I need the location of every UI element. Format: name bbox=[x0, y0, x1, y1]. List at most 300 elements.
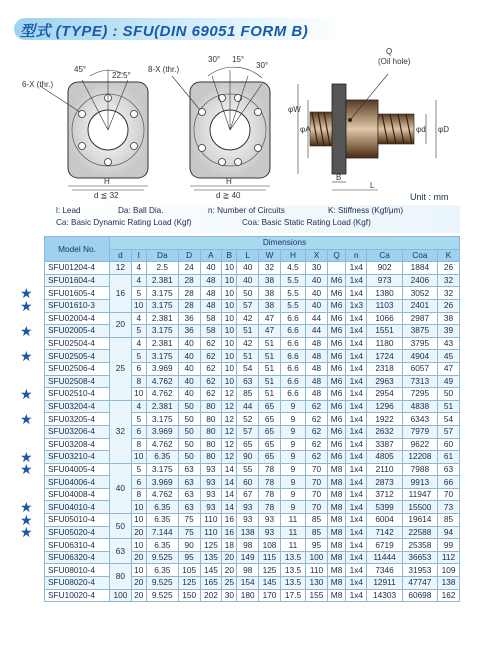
cell-b: 10 bbox=[222, 299, 237, 312]
table-body bbox=[45, 262, 460, 602]
cell-da: 3.969 bbox=[146, 476, 178, 489]
cell-n: 1x4 bbox=[346, 577, 367, 590]
cell-l: 98 bbox=[237, 539, 259, 552]
cell-coa: 25358 bbox=[402, 539, 437, 552]
cell-l: 52 bbox=[237, 413, 259, 426]
cell-b: 12 bbox=[222, 438, 237, 451]
star-icon: ★ bbox=[20, 511, 33, 528]
cell-a: 48 bbox=[200, 299, 222, 312]
cell-a: 48 bbox=[200, 274, 222, 287]
cell-l: 20 bbox=[131, 551, 146, 564]
cell-da: 6.35 bbox=[146, 539, 178, 552]
cell-d: 63 bbox=[178, 501, 200, 514]
cell-w: 32 bbox=[259, 262, 281, 275]
cell-q: M8 bbox=[327, 514, 345, 527]
cell-l: 57 bbox=[237, 299, 259, 312]
cell-ca: 902 bbox=[367, 262, 402, 275]
cell-a: 58 bbox=[200, 325, 222, 338]
cell-a: 48 bbox=[200, 287, 222, 300]
cell-h: 4.5 bbox=[280, 262, 305, 275]
cell-h: 9 bbox=[280, 413, 305, 426]
cell-a: 110 bbox=[200, 514, 222, 527]
cell-d: 28 bbox=[178, 299, 200, 312]
cell-w: 47 bbox=[259, 312, 281, 325]
cell-k: 61 bbox=[438, 451, 460, 464]
cell-x: 48 bbox=[306, 337, 328, 350]
cell-coa: 22588 bbox=[402, 526, 437, 539]
cell-a: 93 bbox=[200, 463, 222, 476]
cell-l: 40 bbox=[237, 274, 259, 287]
cell-w: 65 bbox=[259, 451, 281, 464]
column-header-d: D bbox=[178, 249, 200, 262]
cell-a: 93 bbox=[200, 476, 222, 489]
table-row bbox=[45, 551, 460, 564]
table-row bbox=[45, 299, 460, 312]
cell-l: 6 bbox=[131, 425, 146, 438]
cell-coa: 31953 bbox=[402, 564, 437, 577]
table-row bbox=[45, 514, 460, 527]
cell-ca: 14303 bbox=[367, 589, 402, 602]
cell-d: 63 bbox=[110, 539, 132, 564]
cell-w: 38 bbox=[259, 274, 281, 287]
cell-coa: 3795 bbox=[402, 337, 437, 350]
cell-a: 145 bbox=[200, 564, 222, 577]
cell-q: M8 bbox=[327, 488, 345, 501]
cell-d: 150 bbox=[178, 589, 200, 602]
mid-angle2: 15° bbox=[232, 55, 245, 64]
cell-n: 1x4 bbox=[346, 589, 367, 602]
cell-n: 1x4 bbox=[346, 551, 367, 564]
cell-model: SFU04006-4 bbox=[45, 476, 110, 489]
cell-h: 9 bbox=[280, 425, 305, 438]
cell-h: 9 bbox=[280, 400, 305, 413]
cell-b: 14 bbox=[222, 488, 237, 501]
cell-d: 36 bbox=[178, 312, 200, 325]
table-row bbox=[45, 476, 460, 489]
cell-q: M6 bbox=[327, 413, 345, 426]
cell-w: 93 bbox=[259, 526, 281, 539]
cell-ca: 2873 bbox=[367, 476, 402, 489]
table-row bbox=[45, 337, 460, 350]
cell-n: 1x4 bbox=[346, 362, 367, 375]
cell-coa: 3052 bbox=[402, 287, 437, 300]
cell-q: M8 bbox=[327, 589, 345, 602]
star-icon: ★ bbox=[20, 297, 33, 314]
column-header-w: W bbox=[259, 249, 281, 262]
cell-l: 50 bbox=[237, 287, 259, 300]
cell-ca: 2632 bbox=[367, 425, 402, 438]
cell-d: 40 bbox=[178, 362, 200, 375]
cell-l: 10 bbox=[131, 564, 146, 577]
cell-d: 63 bbox=[178, 488, 200, 501]
cell-q: M6 bbox=[327, 337, 345, 350]
cell-h: 9 bbox=[280, 451, 305, 464]
cell-d: 36 bbox=[178, 325, 200, 338]
cell-h: 11 bbox=[280, 514, 305, 527]
table-row bbox=[45, 589, 460, 602]
cell-d: 32 bbox=[110, 400, 132, 463]
cell-model: SFU01204-4 bbox=[45, 262, 110, 275]
cell-k: 109 bbox=[438, 564, 460, 577]
cell-d: 40 bbox=[178, 337, 200, 350]
cell-coa: 36653 bbox=[402, 551, 437, 564]
cell-h: 5.5 bbox=[280, 274, 305, 287]
model-header: Model No. bbox=[45, 237, 110, 262]
cell-coa: 7988 bbox=[402, 463, 437, 476]
cell-q: M6 bbox=[327, 274, 345, 287]
column-header-q: Q bbox=[327, 249, 345, 262]
cell-coa: 6057 bbox=[402, 362, 437, 375]
cell-k: 47 bbox=[438, 362, 460, 375]
cell-n: 1x4 bbox=[346, 514, 367, 527]
cell-q: M8 bbox=[327, 476, 345, 489]
cell-w: 51 bbox=[259, 337, 281, 350]
cell-ca: 2318 bbox=[367, 362, 402, 375]
cell-da: 6.35 bbox=[146, 514, 178, 527]
cell-a: 135 bbox=[200, 551, 222, 564]
oil-hole-label: (Oil hole) bbox=[378, 57, 411, 66]
cell-da: 7.144 bbox=[146, 526, 178, 539]
cell-ca: 2963 bbox=[367, 375, 402, 388]
cell-model: SFU10020-4 bbox=[45, 589, 110, 602]
cell-model: SFU04010-4 bbox=[45, 501, 110, 514]
oil-q-label: Q bbox=[386, 47, 393, 56]
cell-w: 93 bbox=[259, 514, 281, 527]
cell-d: 100 bbox=[110, 589, 132, 602]
phid-label: φd bbox=[416, 125, 426, 134]
cell-q: M6 bbox=[327, 362, 345, 375]
column-header-k: K bbox=[438, 249, 460, 262]
cell-b: 12 bbox=[222, 400, 237, 413]
star-icon: ★ bbox=[20, 385, 33, 402]
cell-b: 10 bbox=[222, 325, 237, 338]
cell-x: 62 bbox=[306, 413, 328, 426]
cell-d: 105 bbox=[178, 564, 200, 577]
cell-w: 38 bbox=[259, 287, 281, 300]
cell-model: SFU02504-4 bbox=[45, 337, 110, 350]
legend-circuits: n: Number of Circuits bbox=[208, 206, 285, 215]
cell-q: M6 bbox=[327, 287, 345, 300]
cell-ca: 4805 bbox=[367, 451, 402, 464]
cell-q: M8 bbox=[327, 577, 345, 590]
cell-k: 60 bbox=[438, 438, 460, 451]
table-row bbox=[45, 438, 460, 451]
legend-ca: Ca: Basic Dynamic Rating Load (Kgf) bbox=[56, 218, 192, 227]
dimensions-header: Dimensions bbox=[110, 237, 460, 250]
cell-ca: 1724 bbox=[367, 350, 402, 363]
cell-l: 44 bbox=[237, 400, 259, 413]
cell-l: 85 bbox=[237, 388, 259, 401]
cell-x: 85 bbox=[306, 526, 328, 539]
cell-n: 1x4 bbox=[346, 425, 367, 438]
cell-a: 80 bbox=[200, 413, 222, 426]
legend-row-2 bbox=[44, 217, 460, 229]
cell-da: 3.175 bbox=[146, 325, 178, 338]
cell-a: 125 bbox=[200, 539, 222, 552]
cell-h: 5.5 bbox=[280, 287, 305, 300]
cell-da: 3.175 bbox=[146, 413, 178, 426]
cell-l: 51 bbox=[237, 350, 259, 363]
cell-da: 6.35 bbox=[146, 451, 178, 464]
cell-da: 2.5 bbox=[146, 262, 178, 275]
cell-n: 1x4 bbox=[346, 287, 367, 300]
mid-d-label: d ≧ 40 bbox=[216, 191, 241, 200]
left-angle2: 22.5° bbox=[112, 71, 131, 80]
cell-n: 1x4 bbox=[346, 375, 367, 388]
cell-n: 1x4 bbox=[346, 337, 367, 350]
left-d-label: d ≦ 32 bbox=[94, 191, 119, 200]
cell-da: 2.381 bbox=[146, 400, 178, 413]
cell-q: M6 bbox=[327, 299, 345, 312]
cell-h: 9 bbox=[280, 488, 305, 501]
cell-b: 16 bbox=[222, 514, 237, 527]
cell-model: SFU01604-4 bbox=[45, 274, 110, 287]
legend-row-1 bbox=[44, 205, 460, 217]
cell-ca: 1296 bbox=[367, 400, 402, 413]
cell-x: 70 bbox=[306, 476, 328, 489]
cell-h: 13.5 bbox=[280, 551, 305, 564]
phiA-label: φA bbox=[300, 125, 311, 134]
cell-l: 6 bbox=[131, 476, 146, 489]
cell-b: 14 bbox=[222, 463, 237, 476]
cell-x: 30 bbox=[306, 262, 328, 275]
cell-d: 28 bbox=[178, 274, 200, 287]
cell-l: 5 bbox=[131, 463, 146, 476]
cell-x: 130 bbox=[306, 577, 328, 590]
cell-a: 80 bbox=[200, 451, 222, 464]
cell-ca: 7346 bbox=[367, 564, 402, 577]
legend-lead: l: Lead bbox=[56, 206, 81, 215]
column-header-d: d bbox=[110, 249, 132, 262]
cell-n: 1x4 bbox=[346, 413, 367, 426]
cell-n: 1x4 bbox=[346, 501, 367, 514]
cell-coa: 7979 bbox=[402, 425, 437, 438]
cell-l: 154 bbox=[237, 577, 259, 590]
cell-w: 65 bbox=[259, 413, 281, 426]
cell-ca: 6004 bbox=[367, 514, 402, 527]
cell-n: 1x4 bbox=[346, 274, 367, 287]
cell-da: 9.525 bbox=[146, 589, 178, 602]
table-row bbox=[45, 501, 460, 514]
cell-da: 2.381 bbox=[146, 274, 178, 287]
cell-x: 44 bbox=[306, 325, 328, 338]
cell-n: 1x4 bbox=[346, 350, 367, 363]
cell-model: SFU02508-4 bbox=[45, 375, 110, 388]
cell-l: 54 bbox=[237, 362, 259, 375]
b-label: B bbox=[336, 173, 342, 182]
cell-b: 16 bbox=[222, 526, 237, 539]
cell-model: SFU08020-4 bbox=[45, 577, 110, 590]
cell-q: M6 bbox=[327, 388, 345, 401]
column-header-ca: Ca bbox=[367, 249, 402, 262]
cell-h: 9 bbox=[280, 476, 305, 489]
phiW-label: φW bbox=[288, 105, 301, 114]
table-row bbox=[45, 287, 460, 300]
cell-model: SFU03204-4 bbox=[45, 400, 110, 413]
cell-model: SFU01610-3 bbox=[45, 299, 110, 312]
cell-model: SFU05020-4 bbox=[45, 526, 110, 539]
cell-q: M6 bbox=[327, 451, 345, 464]
column-header-da: Da bbox=[146, 249, 178, 262]
cell-da: 4.762 bbox=[146, 438, 178, 451]
cell-l: 20 bbox=[131, 577, 146, 590]
cell-d: 50 bbox=[110, 514, 132, 539]
cell-model: SFU08010-4 bbox=[45, 564, 110, 577]
cell-l: 10 bbox=[131, 501, 146, 514]
cell-k: 112 bbox=[438, 551, 460, 564]
cell-k: 66 bbox=[438, 476, 460, 489]
cell-q: M6 bbox=[327, 400, 345, 413]
table-row bbox=[45, 262, 460, 275]
cell-da: 6.35 bbox=[146, 564, 178, 577]
cell-d: 50 bbox=[178, 413, 200, 426]
cell-model: SFU04005-4 bbox=[45, 463, 110, 476]
cell-h: 9 bbox=[280, 501, 305, 514]
cell-model: SFU04008-4 bbox=[45, 488, 110, 501]
cell-q: M6 bbox=[327, 312, 345, 325]
cell-k: 162 bbox=[438, 589, 460, 602]
cell-d: 63 bbox=[178, 476, 200, 489]
cell-k: 50 bbox=[438, 388, 460, 401]
cell-coa: 1884 bbox=[402, 262, 437, 275]
cell-d: 63 bbox=[178, 463, 200, 476]
cell-model: SFU05010-4 bbox=[45, 514, 110, 527]
cell-n: 1x4 bbox=[346, 388, 367, 401]
cell-n: 1x4 bbox=[346, 476, 367, 489]
cell-x: 48 bbox=[306, 350, 328, 363]
cell-h: 6.6 bbox=[280, 337, 305, 350]
cell-a: 62 bbox=[200, 337, 222, 350]
cell-coa: 19614 bbox=[402, 514, 437, 527]
cell-h: 6.6 bbox=[280, 325, 305, 338]
cell-h: 9 bbox=[280, 438, 305, 451]
cell-k: 26 bbox=[438, 299, 460, 312]
l-label: L bbox=[370, 181, 375, 190]
cell-d: 20 bbox=[110, 312, 132, 337]
column-header-b: B bbox=[222, 249, 237, 262]
cell-b: 20 bbox=[222, 551, 237, 564]
cell-l: 8 bbox=[131, 438, 146, 451]
cell-k: 70 bbox=[438, 488, 460, 501]
table-row bbox=[45, 413, 460, 426]
cell-l: 98 bbox=[237, 564, 259, 577]
cell-b: 14 bbox=[222, 476, 237, 489]
cell-k: 73 bbox=[438, 501, 460, 514]
cell-l: 138 bbox=[237, 526, 259, 539]
cell-w: 38 bbox=[259, 299, 281, 312]
cell-ca: 3387 bbox=[367, 438, 402, 451]
cell-l: 4 bbox=[131, 312, 146, 325]
cell-a: 62 bbox=[200, 375, 222, 388]
cell-model: SFU02510-4 bbox=[45, 388, 110, 401]
cell-k: 51 bbox=[438, 400, 460, 413]
cell-b: 10 bbox=[222, 274, 237, 287]
cell-coa: 3875 bbox=[402, 325, 437, 338]
cell-da: 2.381 bbox=[146, 337, 178, 350]
cell-h: 11 bbox=[280, 526, 305, 539]
cell-d: 95 bbox=[178, 551, 200, 564]
cell-w: 51 bbox=[259, 350, 281, 363]
cell-l: 20 bbox=[131, 526, 146, 539]
cell-w: 78 bbox=[259, 501, 281, 514]
cell-l: 63 bbox=[237, 375, 259, 388]
cell-h: 6.6 bbox=[280, 362, 305, 375]
cell-n: 1x3 bbox=[346, 299, 367, 312]
cell-x: 40 bbox=[306, 299, 328, 312]
cell-a: 80 bbox=[200, 438, 222, 451]
cell-x: 100 bbox=[306, 551, 328, 564]
cell-q: M8 bbox=[327, 551, 345, 564]
cell-model: SFU03208-4 bbox=[45, 438, 110, 451]
cell-ca: 11444 bbox=[367, 551, 402, 564]
cell-l: 4 bbox=[131, 262, 146, 275]
cell-n: 1x4 bbox=[346, 539, 367, 552]
cell-b: 12 bbox=[222, 413, 237, 426]
cell-d: 40 bbox=[178, 350, 200, 363]
cell-a: 40 bbox=[200, 262, 222, 275]
cell-b: 10 bbox=[222, 362, 237, 375]
cell-l: 65 bbox=[237, 438, 259, 451]
star-icon: ★ bbox=[20, 322, 33, 339]
cell-l: 5 bbox=[131, 350, 146, 363]
cell-l: 10 bbox=[131, 451, 146, 464]
mid-flange-view bbox=[172, 67, 270, 190]
left-holes-label: 6-X (thr.) bbox=[22, 80, 54, 89]
cell-da: 4.762 bbox=[146, 375, 178, 388]
cell-coa: 9622 bbox=[402, 438, 437, 451]
cell-w: 108 bbox=[259, 539, 281, 552]
cell-q: M8 bbox=[327, 463, 345, 476]
cell-q bbox=[327, 262, 345, 275]
cell-model: SFU06310-4 bbox=[45, 539, 110, 552]
cell-d: 40 bbox=[178, 388, 200, 401]
cell-da: 3.175 bbox=[146, 287, 178, 300]
cell-l: 51 bbox=[237, 325, 259, 338]
cell-l: 20 bbox=[131, 589, 146, 602]
cell-a: 80 bbox=[200, 425, 222, 438]
cell-a: 165 bbox=[200, 577, 222, 590]
cell-h: 6.6 bbox=[280, 388, 305, 401]
cell-ca: 1551 bbox=[367, 325, 402, 338]
column-header-h: H bbox=[280, 249, 305, 262]
cell-k: 39 bbox=[438, 325, 460, 338]
cell-w: 51 bbox=[259, 375, 281, 388]
cell-w: 65 bbox=[259, 425, 281, 438]
cell-model: SFU03210-4 bbox=[45, 451, 110, 464]
cell-w: 78 bbox=[259, 463, 281, 476]
cell-d: 25 bbox=[110, 337, 132, 400]
star-icon: ★ bbox=[20, 411, 33, 428]
cell-d: 12 bbox=[110, 262, 132, 275]
cell-h: 5.5 bbox=[280, 299, 305, 312]
page-title: 型式 (TYPE) : SFU(DIN 69051 FORM B) bbox=[20, 23, 309, 40]
cell-k: 138 bbox=[438, 577, 460, 590]
table-row bbox=[45, 362, 460, 375]
cell-h: 6.6 bbox=[280, 375, 305, 388]
cell-model: SFU02005-4 bbox=[45, 325, 110, 338]
cell-a: 110 bbox=[200, 526, 222, 539]
cell-coa: 7295 bbox=[402, 388, 437, 401]
cell-d: 28 bbox=[178, 287, 200, 300]
cell-model: SFU06320-4 bbox=[45, 551, 110, 564]
cell-h: 13.5 bbox=[280, 564, 305, 577]
cell-d: 40 bbox=[178, 375, 200, 388]
cell-da: 3.969 bbox=[146, 362, 178, 375]
cell-l: 55 bbox=[237, 463, 259, 476]
cell-n: 1x4 bbox=[346, 312, 367, 325]
cell-n: 1x4 bbox=[346, 325, 367, 338]
cell-b: 14 bbox=[222, 501, 237, 514]
